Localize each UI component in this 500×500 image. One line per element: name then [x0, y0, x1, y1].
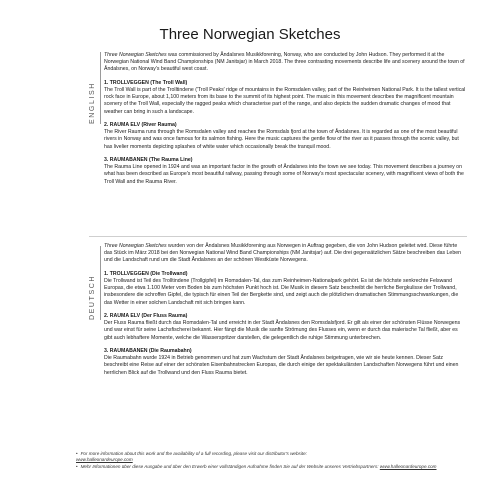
- english-movement-2-text: The River Rauma runs through the Romsdalen valley and reaches the Romsdals fjord at the town of Åndalsnes. It is regarded as one of the most beautiful rivers in Norway and was once famous for its salmon fishing. Here the music captures the gentle flow of the river as it passes through the scenic valley, but has livelier moments depicting splashes of white water which occasionally break the tranquil mood.: [104, 129, 459, 150]
- footnotes: [76, 451, 468, 471]
- deutsch-movement-3-heading: 3. RAUMABANEN (Die Raumabahn): [104, 348, 192, 354]
- english-movement-1-heading: 1. TROLLVEGGEN (The Troll Wall): [104, 79, 188, 86]
- language-label-english: ENGLISH: [89, 82, 96, 124]
- distributor-link-de[interactable]: www.halleonardeurope.com: [379, 463, 437, 469]
- deutsch-side-rule: [100, 246, 101, 320]
- deutsch-intro-text: wurden von der Åndalsnes Musikkforening aus Norwegen in Auftrag gegeben, die von John Hudson geleitet wird. Diese führte das Stück im März 2018 bei den Norwegian National Wind Band Championships (NM Janitsjar) auf. Die drei gegensätzlichen Sätze beschreiben das Leben und die Landschaft rund um die Stadt Åndalsnes an der schönen Westküste Norwegens.: [104, 243, 461, 264]
- deutsch-movement-1-text: Die Trollwand ist Teil des Trolltindene (Trollgipfel) im Romsdalen-Tal, das zum Reinheimen-Nationalpark gehört. Es ist die höchste senkrechte Felswand Europas, die etwa 1.100 Meter vom Boden bis zum höchsten Punkt hoch ist. Die Musik in diesem Satz beschreibt die herrliche Bergkulisse der Trollwand, insbesondere die schroffen Gipfel, die typisch für einen Teil der Bergkette sind, und zeigt auch die plötzlichen dramatischen Stimmungsschwankungen, die das Wetter in einer solchen Landschaft mit sich bringen kann.: [104, 278, 459, 306]
- english-intro-title: Three Norwegian Sketches: [104, 52, 167, 58]
- english-section: [104, 52, 466, 186]
- english-intro: [104, 52, 466, 74]
- footnote-bullet: •: [76, 463, 78, 469]
- deutsch-movement-2-heading: 2. RAUMA ELV (Der Fluss Rauma): [104, 313, 188, 319]
- footnote-deutsch-text: Mehr Informationen über diese Ausgabe und über den Erwerb einer vollständigen Aufnahme finden Sie auf der Website unseres Vertriebspartners:: [80, 463, 379, 469]
- page-title: Three Norwegian Sketches: [159, 26, 341, 43]
- deutsch-intro: [104, 243, 466, 265]
- english-side-rule: [100, 52, 101, 124]
- footnote-deutsch: [76, 464, 468, 470]
- footnote-bullet: •: [76, 451, 78, 456]
- section-divider: [89, 236, 467, 237]
- distributor-link[interactable]: www.halleonardeurope.com: [76, 456, 133, 462]
- deutsch-intro-title: Three Norwegian Sketches: [104, 243, 167, 249]
- english-movement-3-heading: 3. RAUMABANEN (The Rauma Line): [104, 157, 193, 163]
- deutsch-movement-1-heading: 1. TROLLVEGGEN (Die Trollwand): [104, 270, 188, 277]
- footnote-english: [76, 451, 468, 463]
- language-label-deutsch: DEUTSCH: [89, 274, 96, 320]
- deutsch-movement-3-text: Die Raumabahn wurde 1924 in Betrieb genommen und hat zum Wachstum der Stadt Åndalsnes beigetragen, wie wir sie heute kennen. Dieser Satz beschreibt eine Reise auf einer der schönsten Eisenbahnstrecken Europas, die durch einige der spektakulärsten Landschaften Norwegens führt und einen herrlichen Blick auf die Trollwand und den Fluss Rauma bietet.: [104, 355, 459, 376]
- english-movement-2-heading: 2. RAUMA ELV (River Rauma): [104, 122, 177, 128]
- deutsch-section: [104, 243, 466, 377]
- english-intro-text: was commissioned by Åndalsnes Musikkforening, Norway, who are conducted by John Hudson. They performed it at the Norwegian National Wind Band Championships (NM Janitsjar) in March 2018. The three contrasting movements describe life and scenery around the town of Åndalsnes, on Norway's beautiful west coast.: [104, 52, 465, 73]
- deutsch-movement-2-text: Der Fluss Rauma fließt durch das Romsdalen-Tal und erreicht in der Stadt Åndalsnes den Romsdalsfjord. Er gilt als einer der schönsten Flüsse Norwegens und war einst für seine Lachsfischerei bekannt. Hier fängt die Musik die sanfte Strömung des Flusses ein, wenn er durch das malerische Tal fließt, aber es gibt auch lebhaftere Momente, welche die Wasserspritzer darstellen, die gelegentlich die ruhige Stimmung unterbrechen.: [104, 320, 461, 341]
- english-movement-1-text: The Troll Wall is part of the Trolltindene ('Troll Peaks' ridge of mountains in the Romsdalen valley, part of the Reinheimen National Park. It is the tallest vertical rock face in Europe, about 1,100 meters from its base to the summit of its highest point. The music in this movement describes the magnificent mountain scenery of the Troll Wall, especially the ragged peaks which characterise part of the range, and also depicts the sudden dramatic changes of mood that weather can bring in such a landscape.: [104, 87, 466, 115]
- english-movement-3-text: The Rauma Line opened in 1924 and was an important factor in the growth of Åndalsnes into the town we see today. This movement describes a journey on what has been described as Europe's most beautiful railway, passing through some of Norway's most spectacular scenery, with magnificent views of both the Troll Wall and the Rauma River.: [104, 164, 464, 185]
- footnote-english-text: For more information about this work and the availability of a full recording, please visit our distributor's website:: [80, 451, 307, 456]
